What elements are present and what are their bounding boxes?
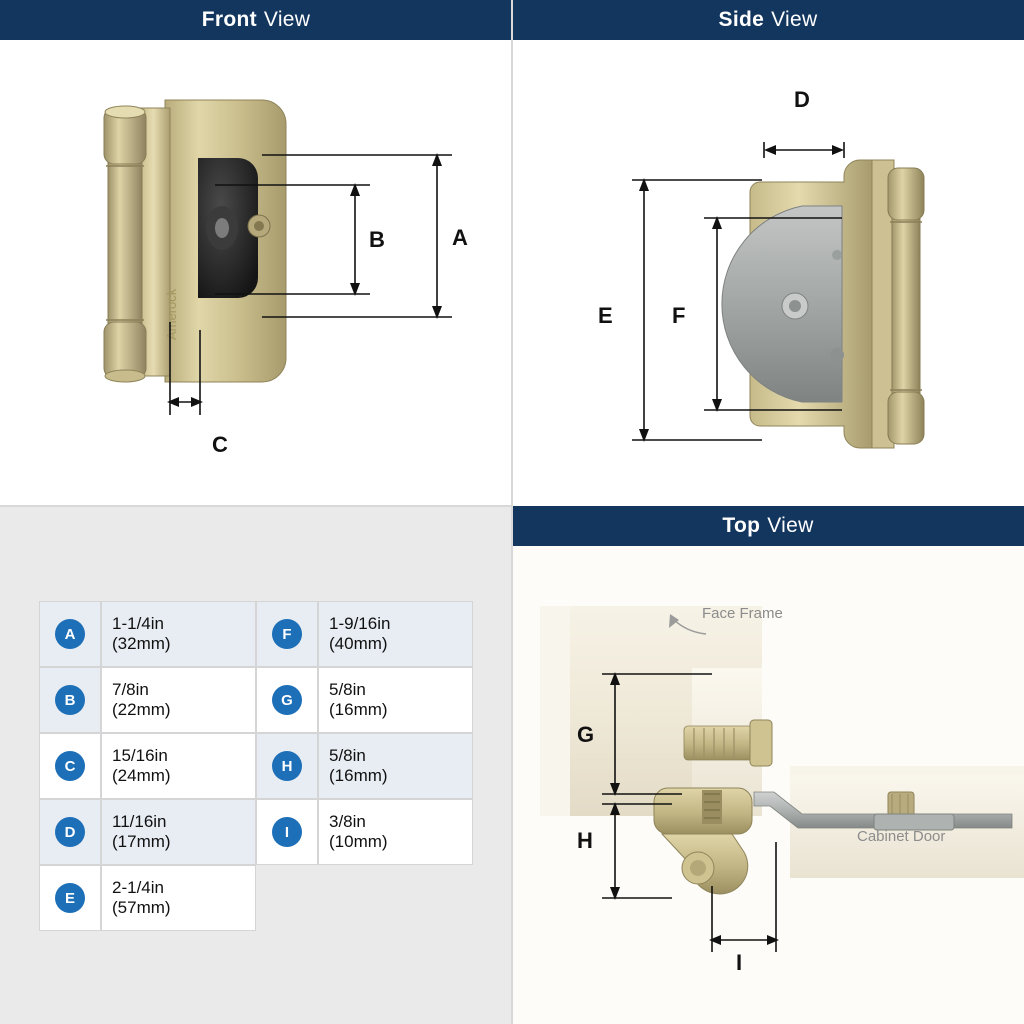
badge-label-e: E <box>55 883 85 913</box>
badge-label-f: F <box>272 619 302 649</box>
dimensions-table <box>39 601 473 931</box>
badge-label-c: C <box>55 751 85 781</box>
panel-top-view <box>512 506 1024 1024</box>
value-c-mm: (24mm) <box>112 766 171 785</box>
front-view-title-strong: Front <box>201 8 257 31</box>
panel-dimensions-table <box>0 506 512 1024</box>
front-dimension-label-c: C <box>212 432 228 457</box>
table-value-d <box>101 799 256 865</box>
top-dimension-label-h: H <box>577 828 593 853</box>
top-dimension-label-i: I <box>736 950 743 975</box>
side-view-title-light: View <box>771 8 818 31</box>
horizontal-divider <box>0 505 512 507</box>
table-value-e <box>101 865 256 931</box>
table-badge-e <box>39 865 101 931</box>
table-badge-h <box>256 733 318 799</box>
table-value-g <box>318 667 473 733</box>
table-value-a <box>101 601 256 667</box>
side-dimension-label-e: E <box>598 303 613 328</box>
value-f-in: 1-9/16in <box>329 613 391 633</box>
front-view-banner <box>0 0 512 40</box>
table-badge-i <box>256 799 318 865</box>
front-dimension-label-b: B <box>369 227 385 252</box>
table-badge-a <box>39 601 101 667</box>
badge-label-d: D <box>55 817 85 847</box>
value-e-in: 2-1/4in <box>112 877 164 897</box>
top-view-banner <box>512 506 1024 546</box>
side-view-banner <box>512 0 1024 40</box>
side-view-drawing <box>512 40 1024 506</box>
vertical-divider <box>511 0 513 1024</box>
table-badge-g <box>256 667 318 733</box>
side-dimension-label-d: D <box>794 87 810 112</box>
top-view-title-light: View <box>767 514 814 537</box>
value-d-in: 11/16in <box>112 811 167 831</box>
badge-label-b: B <box>55 685 85 715</box>
side-dimension-label-f: F <box>672 303 686 328</box>
table-value-f <box>318 601 473 667</box>
table-badge-f <box>256 601 318 667</box>
table-value-i <box>318 799 473 865</box>
table-badge-d <box>39 799 101 865</box>
badge-label-h: H <box>272 751 302 781</box>
top-view-title-strong: Top <box>722 514 761 537</box>
panel-side-view <box>512 0 1024 506</box>
value-b-mm: (22mm) <box>112 700 171 719</box>
value-b-in: 7/8in <box>112 679 149 699</box>
svg-text:Amerock: Amerock <box>164 288 179 340</box>
table-empty-cell-2 <box>318 865 473 931</box>
value-c-in: 15/16in <box>112 745 168 765</box>
value-f-mm: (40mm) <box>329 634 388 653</box>
table-badge-c <box>39 733 101 799</box>
cabinet-door-label: Cabinet Door <box>857 828 946 845</box>
value-h-mm: (16mm) <box>329 766 388 785</box>
badge-label-a: A <box>55 619 85 649</box>
side-view-title-strong: Side <box>718 8 765 31</box>
value-i-mm: (10mm) <box>329 832 388 851</box>
table-badge-b <box>39 667 101 733</box>
front-view-drawing <box>0 40 512 506</box>
top-dimension-label-g: G <box>577 722 595 747</box>
value-i-in: 3/8in <box>329 811 366 831</box>
value-g-in: 5/8in <box>329 679 366 699</box>
value-e-mm: (57mm) <box>112 898 171 917</box>
front-view-title-light: View <box>263 8 311 31</box>
front-dimension-label-a: A <box>452 225 468 250</box>
badge-label-g: G <box>272 685 302 715</box>
panel-front-view <box>0 0 512 506</box>
table-value-b <box>101 667 256 733</box>
value-a-mm: (32mm) <box>112 634 171 653</box>
table-empty-cell-1 <box>256 865 318 931</box>
table-value-c <box>101 733 256 799</box>
badge-label-i: I <box>272 817 302 847</box>
value-a-in: 1-1/4in <box>112 613 164 633</box>
value-h-in: 5/8in <box>329 745 366 765</box>
value-g-mm: (16mm) <box>329 700 388 719</box>
table-value-h <box>318 733 473 799</box>
face-frame-label: Face Frame <box>702 605 783 622</box>
value-d-mm: (17mm) <box>112 832 171 851</box>
